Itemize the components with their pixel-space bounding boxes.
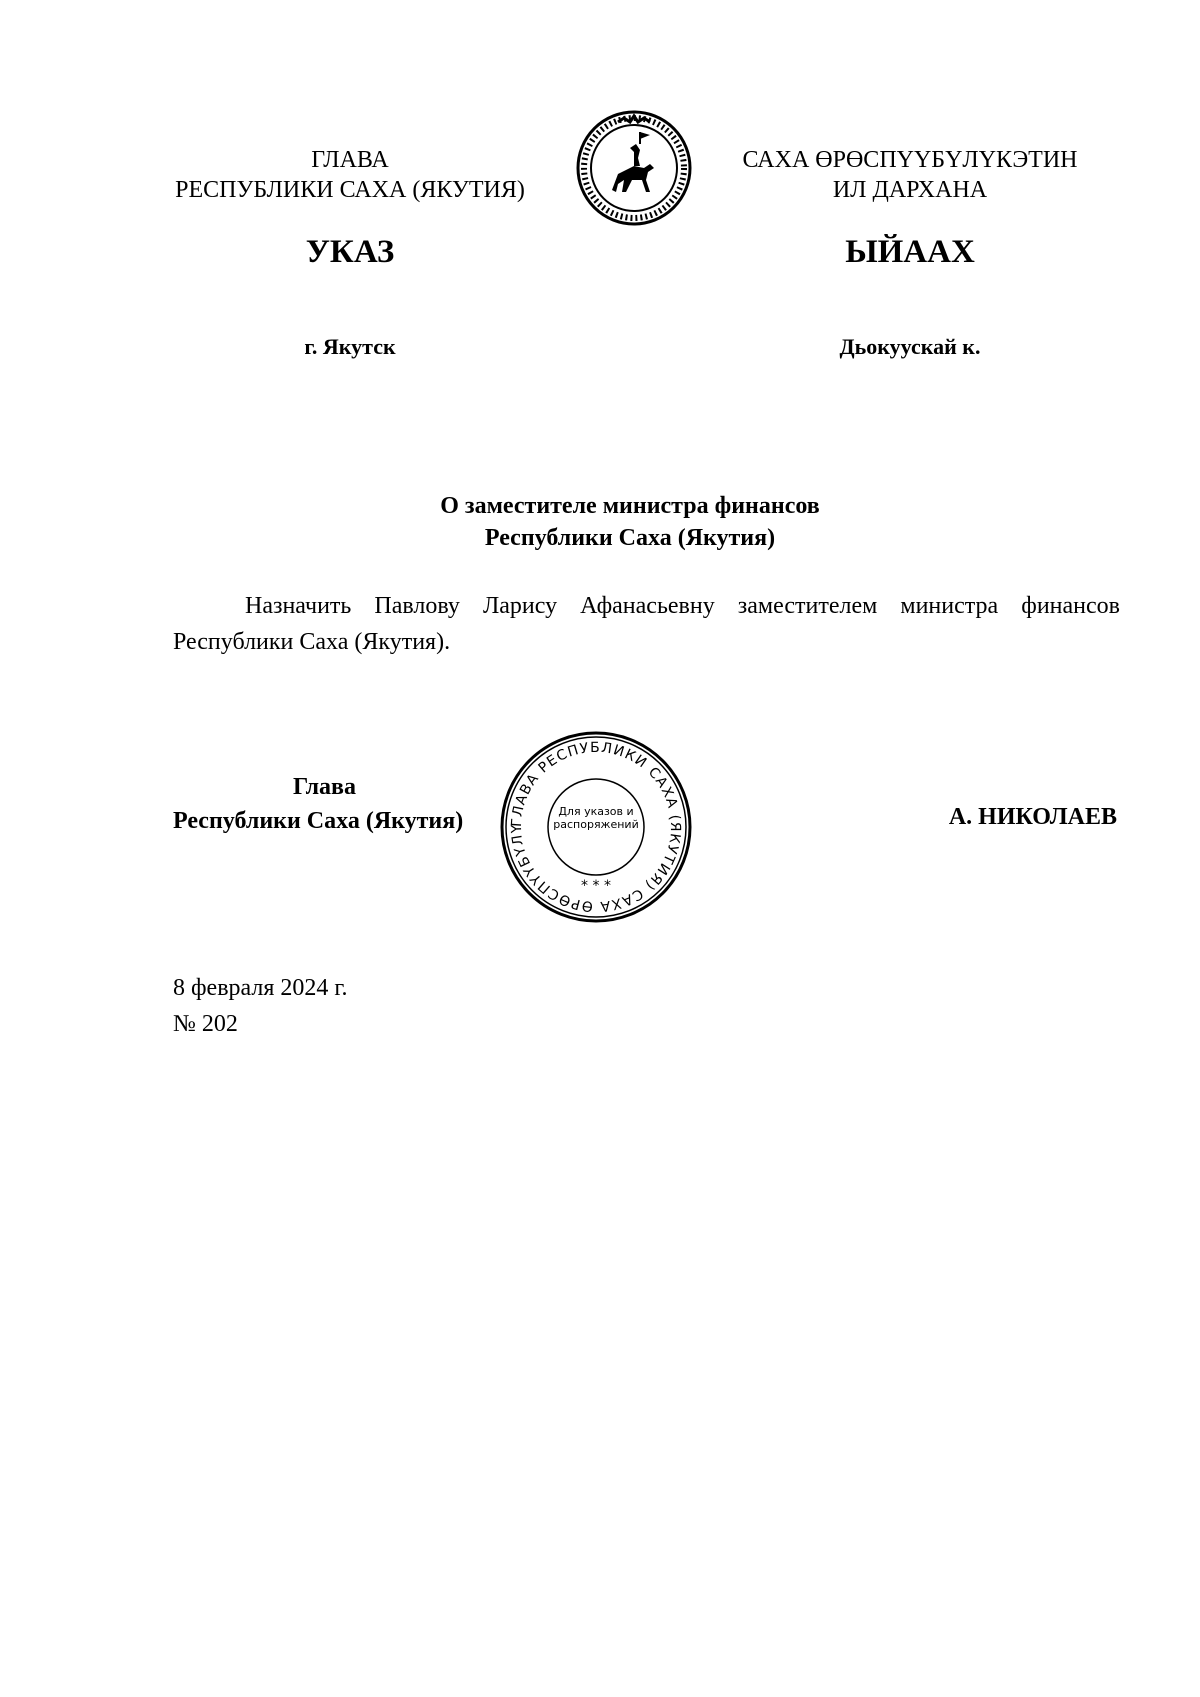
- official-seal: [496, 727, 696, 927]
- header-right-line2: ИЛ ДАРХАНА: [832, 177, 988, 203]
- signature-position-line1: Глава: [293, 774, 356, 800]
- city-sah: Дьокуускай к.: [839, 334, 981, 359]
- document-subject: [170, 490, 1090, 554]
- document-date: 8 февраля 2024 г.: [173, 975, 348, 1001]
- header-left: [150, 145, 550, 205]
- signature-position: [173, 770, 463, 838]
- seal-center-text: Для указов и распоряжений: [553, 805, 639, 831]
- subject-line1: О заместителе министра финансов: [440, 493, 820, 519]
- document-number: № 202: [173, 1011, 238, 1037]
- seal-ring-text: ГЛАВА РЕСПУБЛИКИ САХА (ЯКУТИЯ) САХА ӨРӨСПҮҮБҮЛҮ: [508, 739, 684, 915]
- header-left-line2: РЕСПУБЛИКИ САХА (ЯКУТИЯ): [175, 177, 525, 203]
- document-type-title-sah: ЫЙААХ: [845, 234, 975, 270]
- document-date-number: [173, 970, 348, 1042]
- header-right: [720, 145, 1100, 205]
- body-paragraph: Назначить Павлову Ларису Афанасьевну заместителем министра финансов Республики Саха (Якутия).: [173, 593, 1120, 655]
- svg-text:* * *: * * *: [581, 878, 611, 894]
- republic-emblem-icon: [574, 108, 694, 228]
- header-left-line1: ГЛАВА: [311, 147, 389, 173]
- signatory-name: А. НИКОЛАЕВ: [948, 804, 1117, 830]
- signature-position-line2: Республики Саха (Якутия): [173, 808, 464, 834]
- subject-line2: Республики Саха (Якутия): [484, 525, 776, 551]
- document-type-title-ru: УКАЗ: [305, 234, 395, 270]
- header-right-line1: САХА ӨРӨСПҮҮБҮЛҮКЭТИН: [742, 147, 1078, 173]
- city-ru: г. Якутск: [304, 334, 396, 359]
